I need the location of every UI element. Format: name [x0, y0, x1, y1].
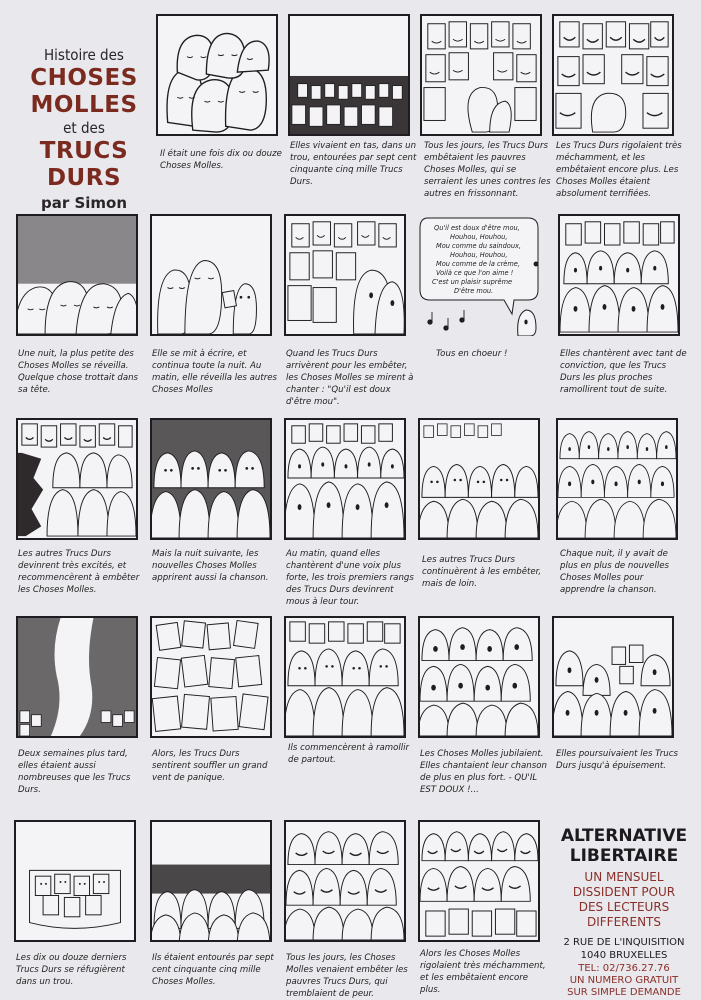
- panel-20-caption: Les dix ou douze derniers Trucs Durs se réfugièrent dans un trou.: [16, 953, 127, 987]
- title-choses-molles: CHOSES MOLLES: [30, 65, 138, 118]
- song-line-8: D'être mou.: [454, 287, 494, 295]
- panel-2-caption: Elles vivaient en tas, dans un trou, entourées par sept cent cinquante cinq mille Trucs Durs.: [290, 141, 417, 187]
- panel-9-caption: Elles chantèrent avec tant de conviction, que les Trucs Durs les plus proches ramollirent tout de suite.: [560, 349, 687, 395]
- ad-sub-3: DES LECTEURS: [578, 900, 670, 914]
- panel-15: [16, 616, 138, 738]
- panel-21: [150, 820, 272, 942]
- song-line-5: Mou comme de la crème,: [436, 260, 520, 268]
- panel-13: [418, 418, 540, 540]
- title-line-1: Histoire des: [44, 46, 124, 64]
- panel-3: [420, 14, 542, 136]
- ad-sub-2: DISSIDENT POUR: [572, 885, 676, 899]
- panel-17: [284, 616, 406, 738]
- panel-23-caption: Alors les Choses Molles rigolaient très méchamment, et les embêtaient encore plus.: [420, 949, 546, 995]
- ad-sub-1: UN MENSUEL: [584, 870, 664, 884]
- panel-1: [156, 14, 278, 136]
- panel-2-drawing: [290, 16, 408, 134]
- panel-10: [16, 418, 138, 540]
- ad-title-2: LIBERTAIRE: [569, 846, 679, 866]
- ad-address-2: 1040 BRUXELLES: [580, 950, 668, 961]
- panel-7: [284, 214, 406, 336]
- panel-14: [556, 418, 678, 540]
- panel-7-drawing: [286, 216, 404, 334]
- panel-1-drawing: [158, 16, 276, 134]
- title-author: par Simon: [40, 194, 128, 212]
- panel-20-drawing: [16, 822, 134, 940]
- panel-8-caption: Tous en choeur !: [436, 349, 508, 359]
- panel-17-drawing: [286, 618, 404, 736]
- panel-9: [558, 214, 680, 336]
- song-line-2: Houhou, Houhou,: [450, 233, 508, 241]
- panel-4-drawing: [554, 16, 672, 134]
- ad-free-2: SUR SIMPLE DEMANDE: [567, 987, 681, 998]
- panel-15-drawing: [18, 618, 136, 736]
- panel-18: [418, 616, 540, 738]
- ad-address-1: 2 RUE DE L'INQUISITION: [563, 937, 685, 948]
- panel-8-drawing: [418, 214, 540, 336]
- panel-2: [288, 14, 410, 136]
- panel-11: [150, 418, 272, 540]
- panel-18-caption: Les Choses Molles jubilaient. Elles chantaient leur chanson de plus en plus fort. - QU'IL EST DOUX !...: [420, 749, 547, 795]
- panel-6-drawing: [152, 216, 270, 334]
- panel-5-drawing: [18, 216, 136, 334]
- panel-10-drawing: [18, 420, 136, 538]
- panel-22-caption: Tous les jours, les Choses Molles venaient embêter les pauvres Trucs Durs, qui tremblaient de peur.: [286, 953, 408, 999]
- panel-14-drawing: [558, 420, 676, 538]
- panel-19: [552, 616, 674, 738]
- panel-18-drawing: [420, 618, 538, 736]
- title-block: [14, 46, 154, 230]
- ad-phone: TEL: 02/736.27.76: [578, 963, 670, 974]
- panel-16: [150, 616, 272, 738]
- panel-22-drawing: [286, 822, 404, 940]
- panel-10-caption: Les autres Trucs Durs devinrent très excités, et recommencèrent à embêter les Choses Molles.: [18, 549, 140, 595]
- panel-12-drawing: [286, 420, 404, 538]
- song-line-3: Mou comme du saindoux,: [436, 242, 522, 250]
- title-trucs-durs: TRUCS DURS: [39, 138, 129, 191]
- panel-23: [418, 820, 540, 942]
- panel-14-caption: Chaque nuit, il y avait de plus en plus de nouvelles Choses Molles pour apprendre la chanson.: [560, 549, 669, 595]
- panel-19-drawing: [554, 618, 672, 736]
- panel-6: [150, 214, 272, 336]
- panel-21-drawing: [152, 822, 270, 940]
- panel-23-drawing: [420, 822, 538, 940]
- ad-alternative-libertaire: [556, 826, 692, 999]
- panel-20: [14, 820, 136, 942]
- panel-4: [552, 14, 674, 136]
- panel-11-caption: Mais la nuit suivante, les nouvelles Choses Molles apprirent aussi la chanson.: [152, 549, 269, 583]
- panel-3-drawing: [422, 16, 540, 134]
- panel-5: [16, 214, 138, 336]
- panel-16-caption: Alors, les Trucs Durs sentirent souffler un grand vent de panique.: [152, 749, 268, 783]
- panel-4-caption: Les Trucs Durs rigolaient très méchamment, et les embêtaient encore plus. Les Choses Molles étaient absolument terrifiées.: [556, 141, 682, 199]
- panel-5-caption: Une nuit, la plus petite des Choses Molles se réveilla. Quelque chose trottait dans sa tête.: [18, 349, 139, 395]
- panel-8: [418, 214, 540, 336]
- panel-15-caption: Deux semaines plus tard, elles étaient aussi nombreuses que les Trucs Durs.: [18, 749, 131, 795]
- ad-sub-4: DIFFERENTS: [586, 915, 661, 929]
- panel-19-caption: Elles poursuivaient les Trucs Durs jusqu'à épuisement.: [556, 749, 678, 771]
- panel-22: [284, 820, 406, 942]
- panel-11-drawing: [152, 420, 270, 538]
- ad-title-1: ALTERNATIVE: [560, 826, 688, 846]
- panel-7-caption: Quand les Trucs Durs arrivèrent pour les embêter, les Choses Molles se mirent à chanter : "Qu'il est doux d'être mou".: [286, 349, 414, 407]
- panel-21-caption: Ils étaient entourés par sept cent cinquante cinq mille Choses Molles.: [152, 953, 274, 987]
- panel-13-caption: Les autres Trucs Durs continuèrent à les embêter, mais de loin.: [422, 555, 542, 589]
- panel-13-drawing: [420, 420, 538, 538]
- panel-9-drawing: [560, 216, 678, 334]
- song-line-1: Qu'il est doux d'être mou,: [434, 224, 520, 232]
- ad-free-1: UN NUMERO GRATUIT: [569, 975, 679, 986]
- song-line-4: Houhou, Houhou,: [450, 251, 508, 259]
- song-line-6: Voilà ce que l'on aime !: [436, 269, 514, 277]
- panel-3-caption: Tous les jours, les Trucs Durs embêtaient les pauvres Choses Molles, qui se serraient les unes contres les autres en frissonnant.: [424, 141, 551, 199]
- panel-1-caption: Il était une fois dix ou douze Choses Molles.: [160, 149, 282, 171]
- panel-6-caption: Elle se mit à écrire, et continua toute la nuit. Au matin, elle réveilla les autres Choses Molles: [152, 349, 278, 395]
- title-line-3: et des: [63, 119, 105, 137]
- song-line-7: C'est un plaisir suprême: [432, 278, 513, 286]
- panel-12: [284, 418, 406, 540]
- panel-17-caption: Ils commencèrent à ramollir de partout.: [288, 743, 410, 765]
- panel-16-drawing: [152, 618, 270, 736]
- panel-12-caption: Au matin, quand elles chantèrent d'une voix plus forte, les trois premiers rangs des Trucs Durs devinrent mous à leur tour.: [286, 549, 414, 607]
